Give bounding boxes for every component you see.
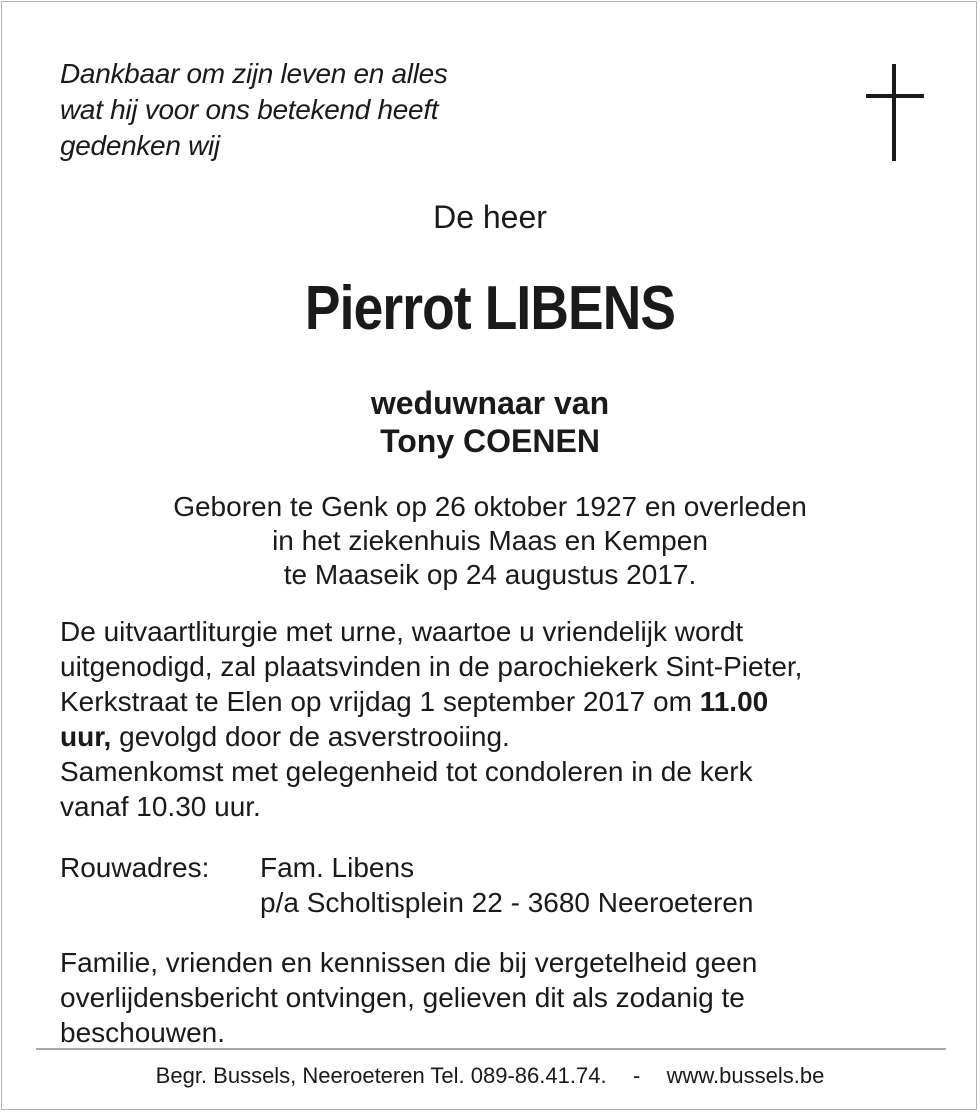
- address-line: p/a Scholtisplein 22 - 3680 Neeroeteren: [260, 887, 754, 918]
- widower-of: [2, 384, 978, 460]
- salutation: De heer: [433, 199, 547, 235]
- quote-line: Dankbaar om zijn leven en alles: [60, 58, 448, 89]
- mourning-address-value: [260, 850, 753, 920]
- ceremony-line: vanaf 10.30 uur.: [60, 791, 261, 822]
- cross-vertical-bar: [892, 64, 896, 161]
- ceremony-text: Kerkstraat te Elen op vrijdag 1 september 2017 om: [60, 686, 700, 717]
- ceremony-line: uitgenodigd, zal plaatsvinden in de parochiekerk Sint-Pieter,: [60, 651, 803, 682]
- obituary-card: [1, 1, 977, 1110]
- birth-death-details: [2, 490, 978, 592]
- footer-separator: -: [632, 1063, 641, 1088]
- footer-divider: [36, 1048, 946, 1050]
- deceased-name: Pierrot LIBENS: [304, 274, 676, 343]
- notice-text: [60, 945, 757, 1050]
- birth-death-line: te Maaseik op 24 augustus 2017.: [283, 559, 697, 590]
- birth-death-line: Geboren te Genk op 26 oktober 1927 en overleden: [173, 491, 807, 522]
- notice-line: Familie, vrienden en kennissen die bij vergetelheid geen: [60, 947, 758, 978]
- spouse-name: Tony COENEN: [380, 423, 600, 459]
- quote-line: gedenken wij: [60, 130, 220, 161]
- ceremony-time-unit: uur,: [60, 721, 112, 752]
- mourning-address-label: Rouwadres:: [60, 852, 210, 883]
- footer: [2, 1062, 978, 1090]
- ceremony-time: 11.00: [699, 686, 769, 717]
- memorial-quote: [60, 56, 448, 164]
- ceremony-line: [60, 719, 802, 754]
- undertaker-info: Begr. Bussels, Neeroeteren Tel. 089-86.41.74.: [155, 1063, 607, 1088]
- birth-death-line: in het ziekenhuis Maas en Kempen: [272, 525, 708, 556]
- ceremony-details: [60, 614, 802, 824]
- cross-horizontal-bar: [866, 94, 924, 98]
- address-line: Fam. Libens: [260, 852, 415, 883]
- latin-cross-icon: [866, 64, 924, 161]
- notice-line: overlijdensbericht ontvingen, gelieven dit als zodanig te: [60, 982, 745, 1013]
- ceremony-text: gevolgd door de asverstrooiing.: [111, 721, 510, 752]
- widower-label: weduwnaar van: [370, 385, 610, 421]
- quote-line: wat hij voor ons betekend heeft: [60, 94, 439, 125]
- ceremony-line: [60, 684, 802, 719]
- notice-line: beschouwen.: [60, 1017, 226, 1048]
- undertaker-website: www.bussels.be: [666, 1063, 825, 1088]
- ceremony-line: Samenkomst met gelegenheid tot condoleren in de kerk: [60, 756, 753, 787]
- ceremony-line: De uitvaartliturgie met urne, waartoe u vriendelijk wordt: [60, 616, 744, 647]
